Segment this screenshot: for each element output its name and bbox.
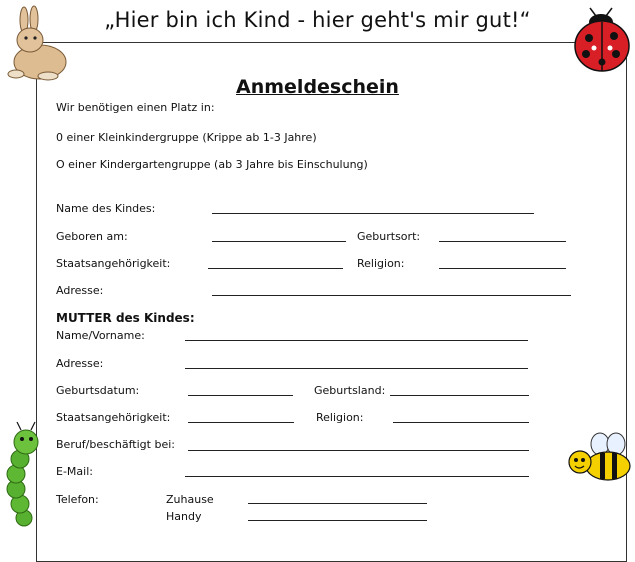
- form-frame: [36, 42, 627, 562]
- mother-religion-label: Religion:: [316, 411, 364, 424]
- child-address-field[interactable]: [212, 295, 571, 296]
- child-birthplace-label: Geburtsort:: [357, 230, 421, 243]
- mother-birthcountry-label: Geburtsland:: [314, 384, 386, 397]
- child-born-label: Geboren am:: [56, 230, 128, 243]
- rabbit-illustration: [2, 6, 72, 82]
- child-name-field[interactable]: [212, 213, 534, 214]
- mother-phone-mobile-field[interactable]: [248, 520, 427, 521]
- option-krippe[interactable]: 0 einer Kleinkindergruppe (Krippe ab 1-3 Jahre): [56, 131, 317, 144]
- mother-name-field[interactable]: [185, 340, 528, 341]
- child-address-label: Adresse:: [56, 284, 104, 297]
- mother-birthcountry-field[interactable]: [390, 395, 529, 396]
- mother-religion-field[interactable]: [393, 422, 529, 423]
- bee-illustration: [566, 432, 634, 484]
- mother-phone-home-field[interactable]: [248, 503, 427, 504]
- mother-occupation-label: Beruf/beschäftigt bei:: [56, 438, 175, 451]
- child-religion-label: Religion:: [357, 257, 405, 270]
- caterpillar-illustration: [2, 420, 46, 528]
- mother-citizenship-label: Staatsangehörigkeit:: [56, 411, 171, 424]
- child-birthplace-field[interactable]: [439, 241, 566, 242]
- child-citizenship-field[interactable]: [208, 268, 343, 269]
- form-title: Anmeldeschein: [236, 76, 399, 98]
- child-name-label: Name des Kindes:: [56, 202, 156, 215]
- option-kindergarten[interactable]: O einer Kindergartengruppe (ab 3 Jahre bis Einschulung): [56, 158, 368, 171]
- mother-email-field[interactable]: [185, 476, 529, 477]
- mother-occupation-field[interactable]: [188, 450, 529, 451]
- mother-phone-mobile-label: Handy: [166, 510, 202, 523]
- child-citizenship-label: Staatsangehörigkeit:: [56, 257, 171, 270]
- mother-phone-label: Telefon:: [56, 493, 99, 506]
- mother-birthdate-field[interactable]: [188, 395, 293, 396]
- mother-phone-home-label: Zuhause: [166, 493, 214, 506]
- intro-text: Wir benötigen einen Platz in:: [56, 101, 215, 114]
- child-born-field[interactable]: [212, 241, 346, 242]
- mother-address-field[interactable]: [185, 368, 528, 369]
- mother-citizenship-field[interactable]: [188, 422, 294, 423]
- ladybug-illustration: [572, 8, 634, 74]
- mother-heading: MUTTER des Kindes:: [56, 311, 195, 325]
- mother-birthdate-label: Geburtsdatum:: [56, 384, 140, 397]
- mother-email-label: E-Mail:: [56, 465, 93, 478]
- mother-address-label: Adresse:: [56, 357, 104, 370]
- header-title: „Hier bin ich Kind - hier geht's mir gut!“: [104, 8, 531, 32]
- child-religion-field[interactable]: [439, 268, 566, 269]
- mother-name-label: Name/Vorname:: [56, 329, 145, 342]
